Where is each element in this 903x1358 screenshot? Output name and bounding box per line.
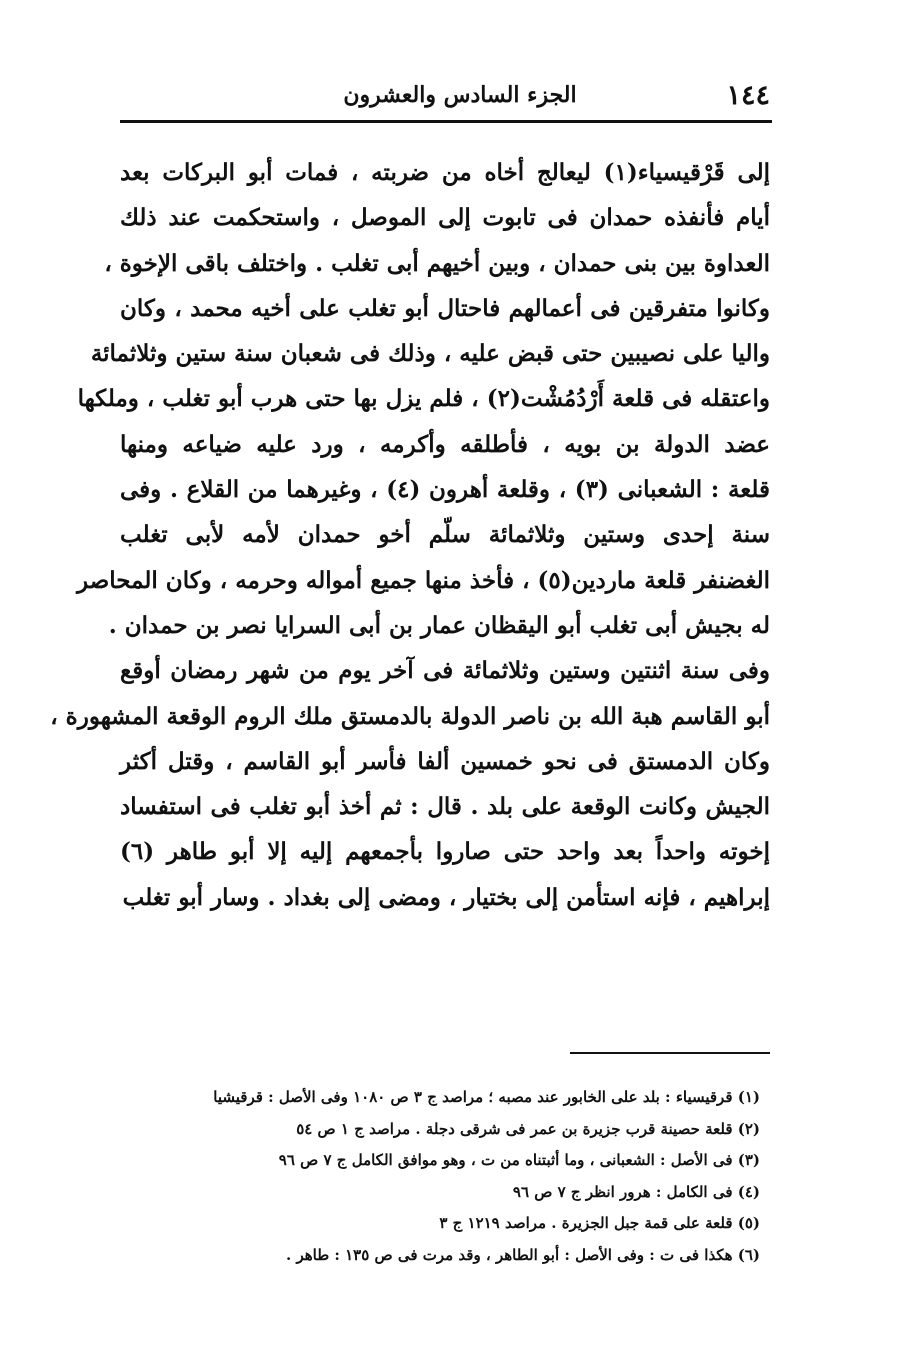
running-title: الجزء السادس والعشرون — [343, 82, 577, 108]
text-line: واعتقله فى قلعة أَرْدُمُشْت(٢) ، فلم يزل بها حتى هرب أبو تغلب ، وملكها — [77, 385, 770, 413]
text-line: أبو القاسم هبة الله بن ناصر الدولة بالدمستق ملك الروم الوقعة المشهورة ، — [50, 702, 770, 730]
text-line: إلى قَرْقيسياء(١) ليعالج أخاه من ضربته ، فمات أبو البركات بعد — [120, 159, 771, 186]
text-line: وكان الدمستق فى نحو خمسين ألفا فأسر أبو القاسم ، وقتل أكثر — [120, 747, 770, 775]
text-line: قلعة : الشعبانى (٣) ، وقلعة أهرون (٤) ، وغيرهما من القلاع . وفى — [120, 476, 770, 504]
footnotes — [120, 1082, 760, 1271]
text-line: له بجيش أبى تغلب أبو اليقظان عمار بن أبى السرايا نصر بن حمدان . — [108, 611, 770, 639]
text-line: وكانوا متفرقين فى أعمالهم فاحتال أبو تغلب على أخيه محمد ، وكان — [120, 294, 770, 322]
footnote-rule — [570, 1052, 770, 1054]
text-line: عضد الدولة بن بويه ، فأطلقه وأكرمه ، ورد عليه ضياعه ومنها — [120, 430, 770, 458]
footnote: (٦) هكذا فى ت : وفى الأصل : أبو الطاهر ، وقد مرت فى ص ١٣٥ : طاهر . — [286, 1245, 760, 1264]
text-line: سنة إحدى وستين وثلاثمائة سلّم أخو حمدان لأمه لأبى تغلب — [120, 521, 770, 549]
footnote: (٤) فى الكامل : هرور انظر ج ٧ ص ٩٦ — [512, 1182, 760, 1201]
footnote: (٥) قلعة على قمة جبل الجزيرة . مراصد ١٢١٩ ج ٣ — [439, 1214, 760, 1232]
text-line: الغضنفر قلعة ماردين(٥) ، فأخذ منها جميع أمواله وحرمه ، وكان المحاصر — [77, 566, 770, 594]
main-text — [50, 150, 771, 920]
footnote: (٣) فى الأصل : الشعبانى ، وما أثبتناه من ت ، وهو موافق الكامل ج ٧ ص ٩٦ — [278, 1151, 760, 1169]
footnote: (١) قرقيسياء : بلد على الخابور عند مصبه ؛ مراصد ج ٣ ص ١٠٨٠ وفى الأصل : قرقيشيا — [213, 1088, 760, 1106]
page-header — [120, 78, 770, 122]
text-line: العداوة بين بنى حمدان ، وبين أخيهم أبى تغلب . واختلف باقى الإخوة ، — [104, 249, 770, 277]
text-line: واليا على نصيبين حتى قبض عليه ، وذلك فى شعبان سنة ستين وثلاثمائة — [90, 340, 770, 368]
footnote: (٢) قلعة حصينة قرب جزيرة بن عمر فى شرقى دجلة . مراصد ج ١ ص ٥٤ — [296, 1119, 760, 1138]
text-line: أيام فأنفذه حمدان فى تابوت إلى الموصل ، واستحكمت عند ذلك — [120, 204, 770, 232]
header-rule — [120, 120, 772, 123]
text-line: الجيش وكانت الوقعة على بلد . قال : ثم أخذ أبو تغلب فى استفساد — [120, 793, 770, 821]
text-line: إخوته واحداً بعد واحد حتى صاروا بأجمعهم إليه إلا أبو طاهر (٦) — [120, 838, 770, 866]
text-line: إبراهيم ، فإنه استأمن إلى بختيار ، ومضى إلى بغداد . وسار أبو تغلب — [122, 883, 770, 911]
text-line: وفى سنة اثنتين وستين وثلاثمائة فى آخر يوم من شهر رمضان أوقع — [120, 657, 770, 685]
page-number: ١٤٤ — [726, 80, 770, 111]
